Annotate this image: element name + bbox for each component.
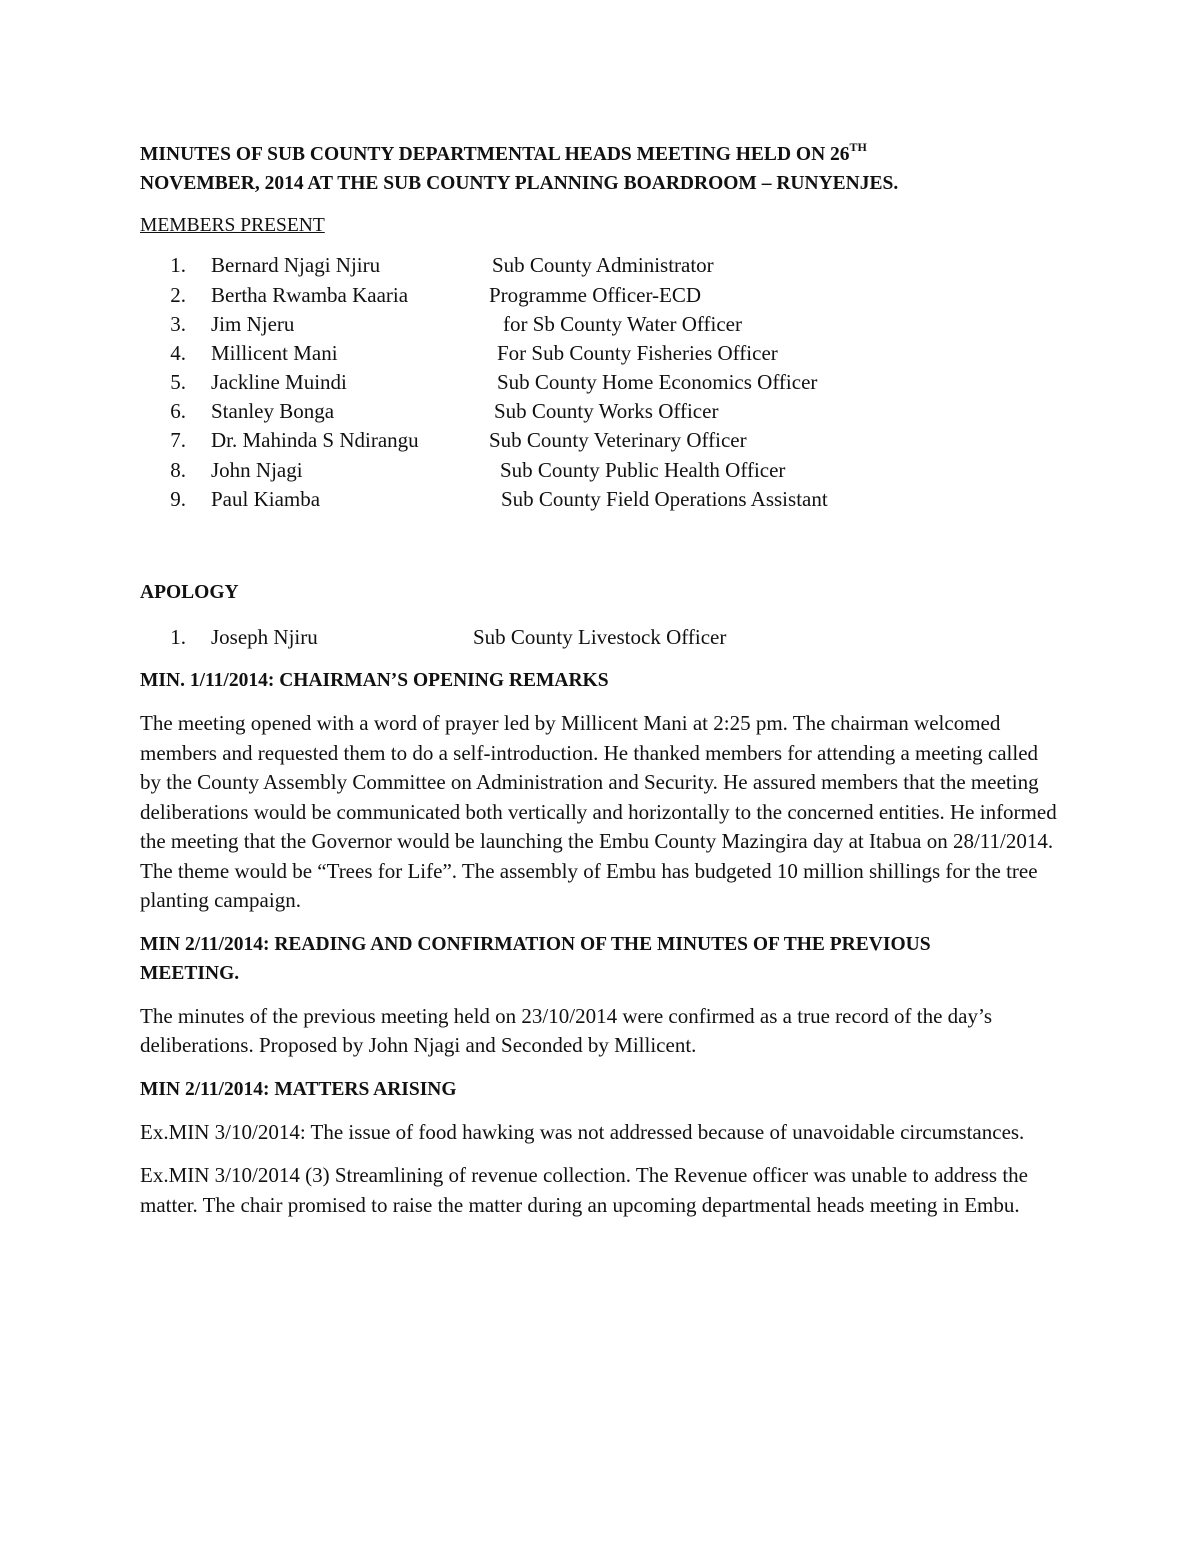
member-name: Bertha Rwamba Kaaria [211,282,409,307]
min1-paragraph: The meeting opened with a word of prayer led by Millicent Mani at 2:25 pm. The chairman welcomed members and requested them to do a self-introduction. He thanked members for attending a meeting called by the County Assembly Committee on Administration and Security. He assured members that the meeting deliberations would be communicated both vertically and horizontally to the concerned entities. He informed the meeting that the Governor would be launching the Embu County Mazingira day at Itabua on 28/11/2014. The theme would be “Trees for Life”. The assembly of Embu has budgeted 10 million shillings for the tree planting campaign. [140,711,1057,913]
min3-paragraph-1: Ex.MIN 3/10/2014: The issue of food hawking was not addressed because of unavoidable circumstances. [140,1119,1025,1144]
member-number: 9. [170,486,186,511]
min1-heading: MIN. 1/11/2014: CHAIRMAN’S OPENING REMARKS [140,670,609,692]
member-name: Jackline Muindi [211,370,347,395]
member-name: Bernard Njagi Njiru [211,253,381,278]
member-number: 1. [170,253,186,278]
member-role: For Sub County Fisheries Officer [497,340,778,365]
member-row [140,339,1060,368]
member-role: Sub County Public Health Officer [500,457,786,482]
member-row [140,281,1060,310]
min3-heading: MIN 2/11/2014: MATTERS ARISING [140,1078,457,1100]
member-row [140,485,1060,514]
member-row [140,427,1060,456]
member-role: Sub County Administrator [492,253,714,278]
document-title [140,140,1060,198]
title-line-2: NOVEMBER, 2014 AT THE SUB COUNTY PLANNING BOARDROOM – RUNYENJES. [140,173,899,194]
apology-row [140,623,1060,652]
member-row [140,397,1060,426]
member-name: Paul Kiamba [211,486,321,511]
document-body [140,140,1060,1220]
member-number: 7. [170,428,186,453]
member-number: 8. [170,457,186,482]
member-name: Jim Njeru [211,311,295,336]
member-row [140,310,1060,339]
member-number: 6. [170,399,186,424]
member-number: 4. [170,340,186,365]
min2-heading: MIN 2/11/2014: READING AND CONFIRMATION OF THE MINUTES OF THE PREVIOUS MEETING. [140,933,931,984]
member-role: for Sb County Water Officer [503,311,742,336]
member-name: Millicent Mani [211,340,338,365]
member-role: Sub County Field Operations Assistant [501,486,828,511]
apology-heading: APOLOGY [140,582,239,604]
member-row [140,456,1060,485]
member-name: John Njagi [211,457,303,482]
member-name: Dr. Mahinda S Ndirangu [211,428,419,453]
members-present-list [140,252,1060,515]
member-number: 2. [170,282,186,307]
member-role: Programme Officer-ECD [489,282,702,307]
apology-name: Joseph Njiru [211,625,318,650]
member-number: 3. [170,311,186,336]
member-row [140,252,1060,281]
members-present-heading: MEMBERS PRESENT [140,215,325,236]
member-name: Stanley Bonga [211,399,335,424]
min3-paragraph-2: Ex.MIN 3/10/2014 (3) Streamlining of revenue collection. The Revenue officer was unable to address the matter. The chair promised to raise the matter during an upcoming departmental heads meeting in Embu. [140,1163,1028,1217]
apology-number: 1. [170,625,186,650]
member-number: 5. [170,370,186,395]
member-role: Sub County Works Officer [494,399,719,424]
title-line-1: MINUTES OF SUB COUNTY DEPARTMENTAL HEADS MEETING HELD ON 26 [140,144,850,165]
min2-paragraph: The minutes of the previous meeting held on 23/10/2014 were confirmed as a true record of the day’s deliberations. Proposed by John Njagi and Seconded by Millicent. [140,1003,992,1058]
apology-role: Sub County Livestock Officer [473,625,727,650]
apology-list [140,623,1060,652]
member-role: Sub County Home Economics Officer [497,370,818,395]
title-superscript: TH [849,139,867,154]
member-role: Sub County Veterinary Officer [489,428,747,453]
member-row [140,368,1060,397]
